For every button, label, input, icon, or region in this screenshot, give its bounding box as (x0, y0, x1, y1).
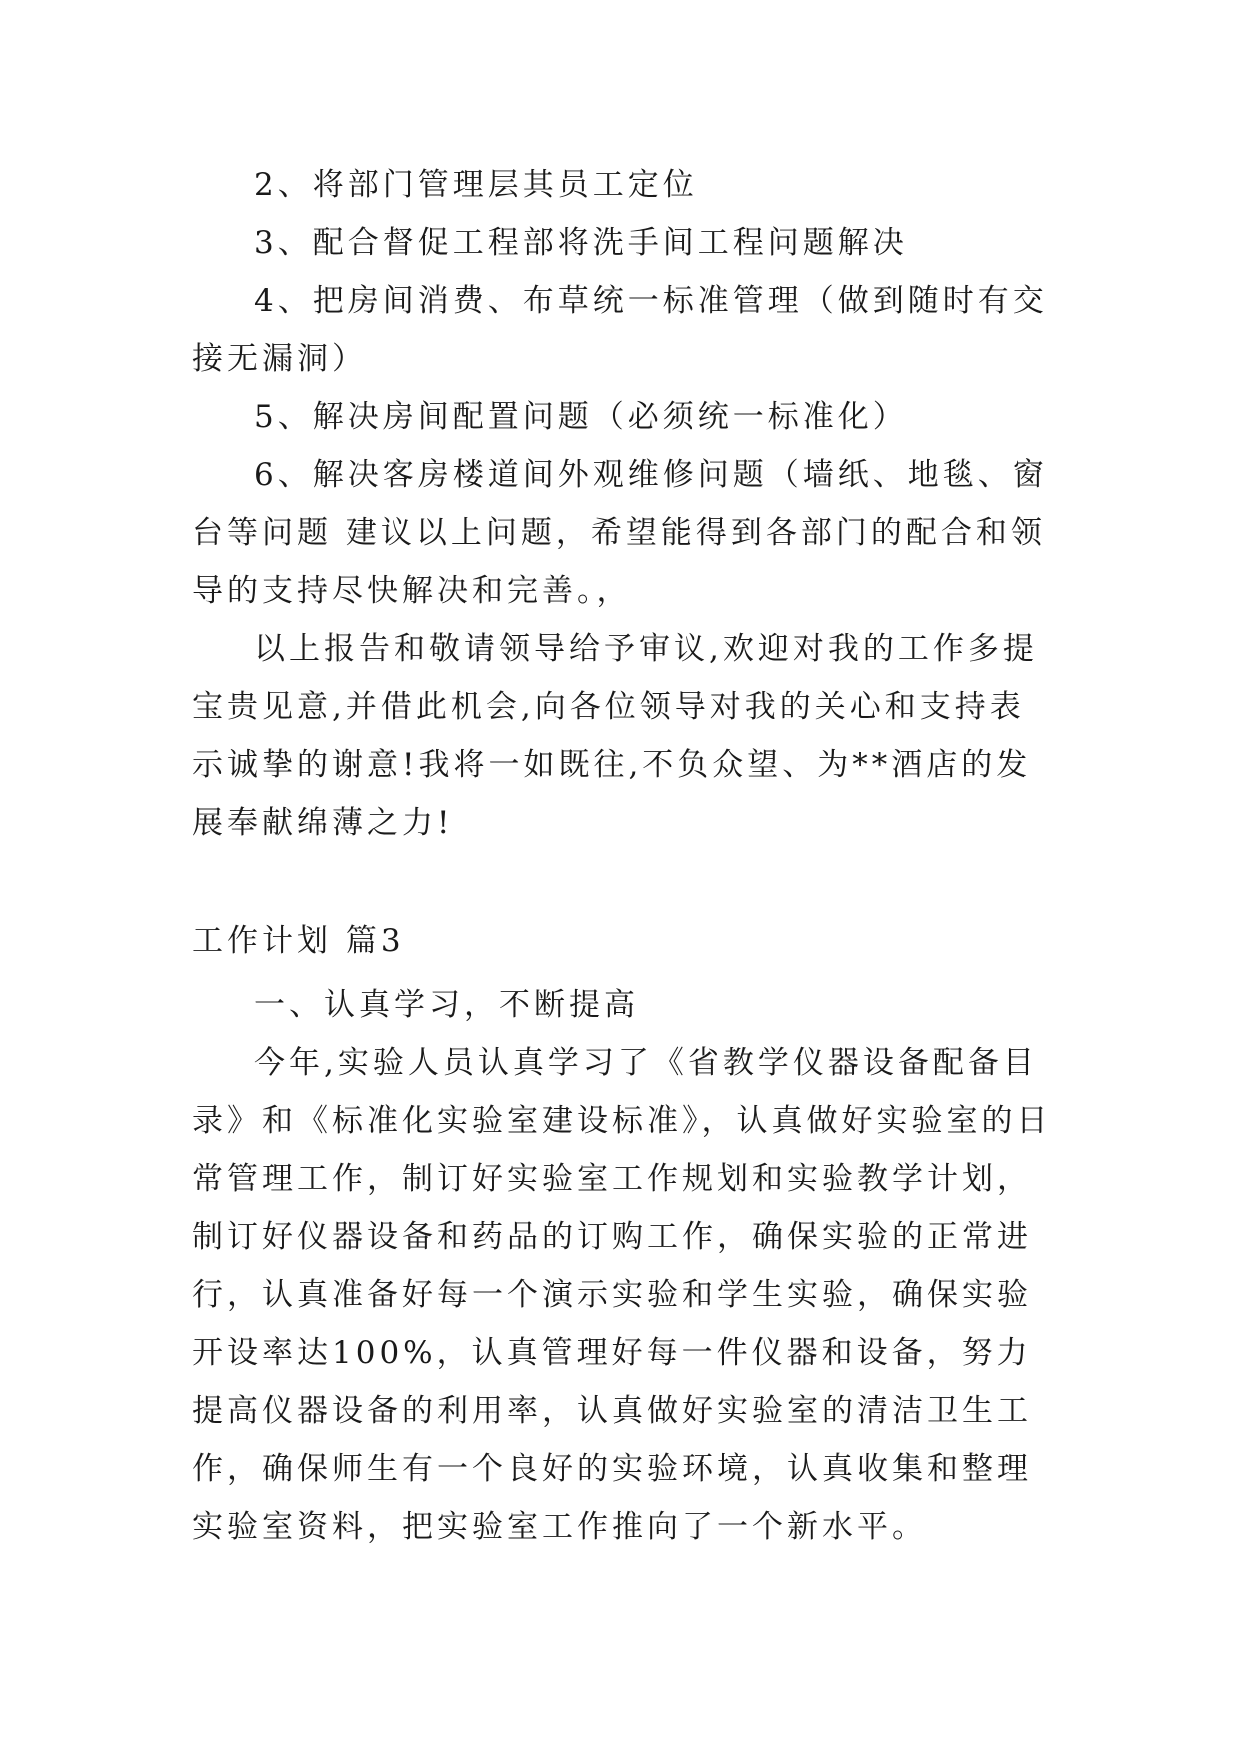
list-item-6: 6、解决客房楼道间外观维修问题（墙纸、地毯、窗台等问题 建议以上问题，希望能得到各部门的配合和领导的支持尽快解决和完善。， (192, 457, 1048, 609)
list-item-5: 5、解决房间配置问题（必须统一标准化） (254, 399, 908, 435)
body-paragraph: 今年,实验人员认真学习了《省教学仪器设备配备目录》和《标准化实验室建设标准》，认真做好实验室的日常管理工作，制订好实验室工作规划和实验教学计划，制订好仪器设备和药品的订购工作，确保实验的正常进行，认真准备好每一个演示实验和学生实验，确保实验开设率达100%，认真管理好每一件仪器和设备，努力提高仪器设备的利用率，认真做好实验室的清洁卫生工作，确保师生有一个良好的实验环境，认真收集和整理实验室资料，把实验室工作推向了一个新水平。 (192, 1045, 1052, 1545)
section-subheading: 一、认真学习，不断提高 (254, 987, 639, 1023)
section-heading: 工作计划 篇3 (192, 923, 405, 959)
list-item-4: 4、把房间消费、布草统一标准管理（做到随时有交接无漏洞） (192, 283, 1048, 377)
report-section (192, 156, 1052, 852)
plan-section (192, 912, 1052, 1556)
list-item-3: 3、配合督促工程部将洗手间工程问题解决 (254, 225, 908, 261)
list-item-2: 2、将部门管理层其员工定位 (254, 167, 698, 203)
closing-paragraph: 以上报告和敬请领导给予审议,欢迎对我的工作多提宝贵见意,并借此机会,向各位领导对我的关心和支持表示诚挚的谢意!我将一如既往,不负众望、为**酒店的发展奉献绵薄之力! (192, 631, 1038, 841)
